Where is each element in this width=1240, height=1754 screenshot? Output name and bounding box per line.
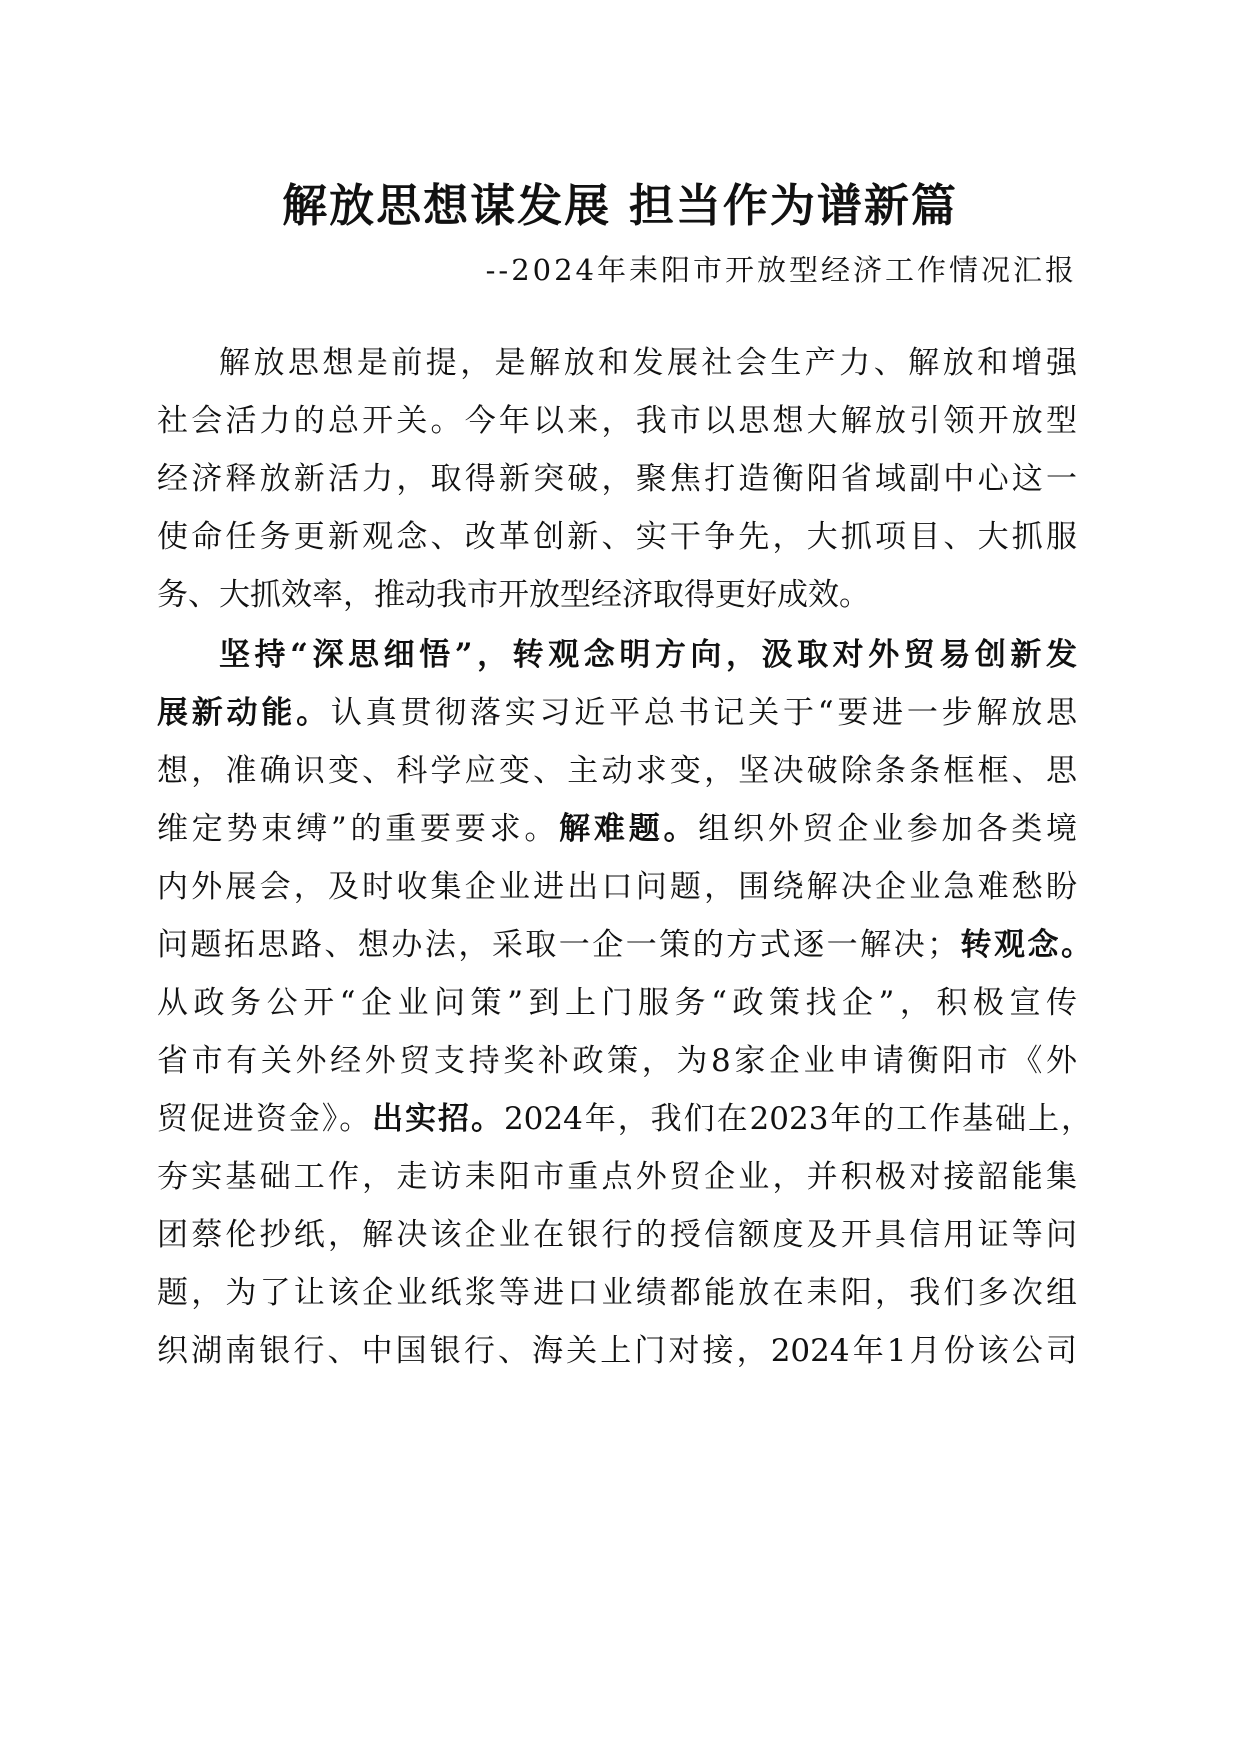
paragraph-1-line-5: 务、大抓效率，推动我市开放型经济取得更好成效。 [157, 577, 870, 613]
paragraph-2-line-10: 夯实基础工作，走访耒阳市重点外贸企业，并积极对接韶能集 [157, 1159, 1077, 1195]
paragraph-2-line-2 [157, 693, 1077, 733]
heading-emphasis-end: 展新动能。 [157, 695, 331, 731]
paragraph-1-line-2: 社会活力的总开关。今年以来，我市以思想大解放引领开放型 [157, 403, 1077, 439]
body-text: 贸促进资金》。 [157, 1101, 373, 1137]
document-title: 解放思想谋发展 担当作为谱新篇 [282, 179, 958, 232]
subheading-jienanti: 解难题。 [559, 811, 699, 847]
paragraph-2-line-5: 内外展会，及时收集企业进出口问题，围绕解决企业急难愁盼 [157, 869, 1077, 905]
body-text: 认真贯彻落实习近平总书记关于“要进一步解放思 [330, 695, 1077, 731]
paragraph-2-line-6 [157, 925, 1092, 965]
subheading-chushizhao: 出实招。 [372, 1101, 504, 1137]
paragraph-2-line-13: 织湖南银行、中国银行、海关上门对接，2024年1月份该公司 [157, 1333, 1077, 1369]
document-subtitle: --2024年耒阳市开放型经济工作情况汇报 [485, 253, 1077, 287]
paragraph-1-line-1: 解放思想是前提，是解放和发展社会生产力、解放和增强 [219, 345, 1077, 381]
paragraph-1-line-4: 使命任务更新观念、改革创新、实干争先，大抓项目、大抓服 [157, 519, 1077, 555]
paragraph-2-line-12: 题，为了让该企业纸浆等进口业绩都能放在耒阳，我们多次组 [157, 1275, 1077, 1311]
body-text: 问题拓思路、想办法，采取一企一策的方式逐一解决； [157, 927, 959, 963]
paragraph-2-line-4 [157, 809, 1077, 849]
paragraph-1-line-3: 经济释放新活力，取得新突破，聚焦打造衡阳省域副中心这一 [157, 461, 1077, 497]
subheading-zhuanguannian: 转观念。 [958, 927, 1093, 963]
paragraph-2-line-11: 团蔡伦抄纸，解决该企业在银行的授信额度及开具信用证等问 [157, 1217, 1077, 1253]
paragraph-2-line-7: 从政务公开“企业问策”到上门服务“政策找企”，积极宣传 [157, 985, 1077, 1021]
body-text: 维定势束缚”的重要要求。 [157, 811, 560, 847]
paragraph-2-line-9 [157, 1099, 1092, 1139]
paragraph-2-line-8: 省市有关外经外贸支持奖补政策，为8家企业申请衡阳市《外 [157, 1043, 1077, 1079]
paragraph-2-line-3: 想，准确识变、科学应变、主动求变，坚决破除条条框框、思 [157, 753, 1077, 789]
body-text: 2024年，我们在2023年的工作基础上， [503, 1101, 1092, 1137]
paragraph-2-line-1 [219, 635, 1077, 675]
body-text: 组织外贸企业参加各类境 [698, 811, 1078, 847]
heading-emphasis: 坚持“深思细悟”，转观念明方向，汲取对外贸易创新发 [219, 637, 1077, 673]
